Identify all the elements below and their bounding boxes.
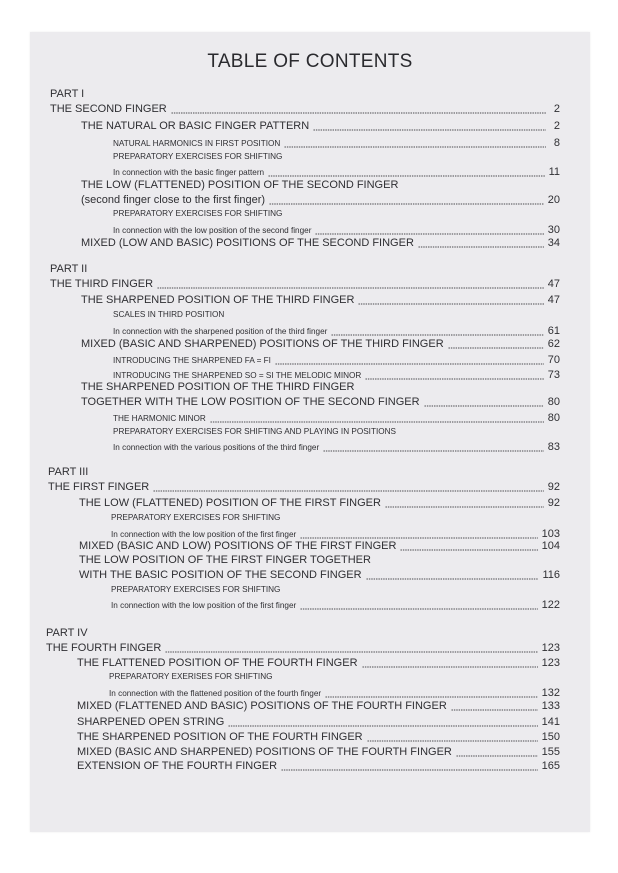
toc-entry (111, 586, 280, 594)
toc-entry-title: INTRODUCING THE SHARPENED SO = SI THE MELODIC MINOR (113, 371, 362, 380)
toc-entry (113, 153, 282, 161)
toc-entry-title: THE NATURAL OR BASIC FINGER PATTERN (81, 120, 310, 132)
dot-leader (448, 347, 544, 349)
dot-leader (281, 769, 538, 771)
toc-entry (50, 89, 84, 100)
toc-page-number: 103 (541, 528, 560, 540)
toc-entry-title: PART IV (46, 627, 88, 639)
dot-leader (268, 175, 544, 177)
dot-leader (451, 709, 538, 711)
dot-leader (300, 537, 537, 539)
toc-entry-title: (second finger close to the first finger) (81, 194, 266, 206)
dot-leader (358, 303, 543, 305)
toc-page-number: 122 (541, 599, 560, 611)
toc-page-number: 34 (547, 237, 560, 249)
dot-leader (365, 378, 543, 380)
toc-entry-title: In connection with the low position of the second finger (113, 226, 312, 235)
toc-entry-title: THE LOW (FLATTENED) POSITION OF THE FIRST FINGER (79, 497, 381, 509)
toc-entry-title: THE FOURTH FINGER (46, 642, 162, 654)
toc-entry-title: THE SHARPENED POSITION OF THE THIRD FINGER (81, 294, 355, 306)
toc-entry-title: THE FIRST FINGER (48, 481, 150, 493)
toc-entry-title: PREPARATORY EXERCISES FOR SHIFTING (113, 152, 283, 161)
toc-entry (113, 442, 560, 453)
toc-page-number: 80 (547, 412, 560, 424)
toc-entry-title: In connection with the basic finger pattern (113, 168, 265, 177)
toc-entry-title: MIXED (FLATTENED AND BASIC) POSITIONS OF THE FOURTH FINGER (77, 700, 447, 712)
toc-entry (113, 326, 560, 337)
toc-entry (46, 643, 560, 654)
toc-page-number: 104 (541, 540, 560, 552)
toc-entry-title: In connection with the low position of the first finger (111, 601, 297, 610)
toc-entry (79, 498, 560, 509)
toc-page-number: 150 (541, 731, 560, 743)
toc-entry (77, 658, 560, 669)
toc-entry (46, 628, 88, 639)
toc-page-number: 92 (547, 497, 560, 509)
toc-entry (50, 279, 560, 290)
toc-entry-title: WITH THE BASIC POSITION OF THE SECOND FINGER (79, 569, 362, 581)
dot-leader (313, 129, 546, 131)
toc-entry-title: In connection with the low position of the first finger (111, 530, 297, 539)
toc-entry (113, 413, 560, 424)
dot-leader (424, 405, 544, 407)
toc-entry (111, 529, 560, 540)
toc-entry-title: THE SECOND FINGER (50, 103, 167, 115)
toc-entry (77, 701, 560, 712)
dot-leader (284, 146, 546, 148)
toc-entry (113, 355, 560, 366)
toc-entry-title: THE HARMONIC MINOR (113, 414, 206, 423)
dot-leader (331, 334, 543, 336)
toc-page-number: 123 (541, 657, 560, 669)
toc-entry-title: In connection with the sharpened position of the third finger (113, 327, 328, 336)
toc-entry (79, 555, 371, 566)
dot-leader (400, 549, 537, 551)
dot-leader (323, 450, 544, 452)
toc-entry (50, 264, 87, 275)
toc-entry-title: MIXED (BASIC AND SHARPENED) POSITIONS OF THE FOURTH FINGER (77, 746, 452, 758)
dot-leader (456, 755, 538, 757)
toc-entry-title: THE FLATTENED POSITION OF THE FOURTH FINGER (77, 657, 358, 669)
toc-entry-title: PREPARATORY EXERCISES FOR SHIFTING (111, 513, 281, 522)
toc-entry-title: MIXED (BASIC AND SHARPENED) POSITIONS OF THE THIRD FINGER (81, 338, 444, 350)
toc-entry (79, 570, 560, 581)
toc-page-number: 73 (547, 369, 560, 381)
toc-page-number: 47 (547, 278, 560, 290)
toc-entry-title: MIXED (LOW AND BASIC) POSITIONS OF THE SECOND FINGER (81, 237, 414, 249)
toc-entry (81, 238, 560, 249)
toc-page-number: 20 (547, 194, 560, 206)
toc-entry (113, 210, 282, 218)
dot-leader (153, 490, 544, 492)
toc-page-number: 61 (547, 325, 560, 337)
toc-entry (109, 688, 560, 699)
dot-leader (315, 233, 543, 235)
toc-entry-title: NATURAL HARMONICS IN FIRST POSITION (113, 139, 281, 148)
toc-page-number: 83 (547, 441, 560, 453)
toc-entry (111, 514, 280, 522)
toc-entry (79, 541, 560, 552)
toc-entry-title: In connection with the various positions of the third finger (113, 443, 320, 452)
toc-entry-title: PREPARATORY EXERCISES FOR SHIFTING (113, 209, 283, 218)
toc-entry (48, 467, 88, 478)
toc-page-number: 132 (541, 687, 560, 699)
toc-page-number: 80 (547, 396, 560, 408)
toc-entry-title: PART III (48, 466, 89, 478)
dot-leader (228, 725, 537, 727)
toc-entry (77, 717, 560, 728)
page-title: TABLE OF CONTENTS (207, 51, 413, 72)
dot-leader (418, 246, 544, 248)
toc-entry (81, 121, 560, 132)
toc-entry-title: THE LOW (FLATTENED) POSITION OF THE SECOND FINGER (81, 179, 399, 191)
toc-entry (81, 339, 560, 350)
toc-entry (48, 482, 560, 493)
toc-page-number: 8 (553, 137, 560, 149)
toc-entry (113, 428, 396, 436)
dot-leader (385, 506, 544, 508)
toc-entry-title: In connection with the flattened position of the fourth finger (109, 689, 322, 698)
toc-entry (113, 167, 560, 178)
toc-entry-title: THE LOW POSITION OF THE FIRST FINGER TOGETHER (79, 554, 371, 566)
dot-leader (362, 666, 538, 668)
toc-entry-title: INTRODUCING THE SHARPENED FA = FI (113, 356, 271, 365)
toc-entry-title: SHARPENED OPEN STRING (77, 716, 225, 728)
toc-page-number: 141 (541, 716, 560, 728)
toc-page-number: 92 (547, 481, 560, 493)
toc-entry (81, 195, 560, 206)
toc-page-number: 123 (541, 642, 560, 654)
toc-entry (81, 382, 354, 393)
toc-entry-title: PREPARATORY EXERISES FOR SHIFTING (109, 672, 273, 681)
dot-leader (325, 696, 538, 698)
dot-leader (275, 363, 544, 365)
dot-leader (165, 651, 537, 653)
toc-page-number: 47 (547, 294, 560, 306)
toc-entry (113, 138, 560, 149)
toc-entry (113, 225, 560, 236)
dot-leader (171, 112, 546, 114)
toc-page-number: 155 (541, 746, 560, 758)
toc-page-number: 70 (547, 354, 560, 366)
toc-entry-title: PREPARATORY EXERCISES FOR SHIFTING (111, 585, 281, 594)
toc-page-number: 11 (548, 166, 560, 178)
toc-page-number: 165 (541, 760, 560, 772)
dot-leader (157, 287, 544, 289)
toc-entry-title: THE SHARPENED POSITION OF THE FOURTH FINGER (77, 731, 363, 743)
dot-leader (210, 421, 544, 423)
toc-entry-title: SCALES IN THIRD POSITION (113, 310, 225, 319)
toc-entry-title: PREPARATORY EXERCISES FOR SHIFTING AND PLAYING IN POSITIONS (113, 427, 396, 436)
toc-entry (111, 600, 560, 611)
toc-entry (50, 104, 560, 115)
toc-page-number: 30 (547, 224, 560, 236)
document-page (30, 32, 590, 832)
toc-list (30, 32, 590, 832)
toc-page-number: 116 (542, 569, 560, 581)
toc-page-number: 62 (547, 338, 560, 350)
toc-entry (81, 180, 398, 191)
toc-entry (77, 761, 560, 772)
toc-entry-title: TOGETHER WITH THE LOW POSITION OF THE SECOND FINGER (81, 396, 420, 408)
toc-entry (81, 397, 560, 408)
toc-page-number: 2 (553, 103, 560, 115)
dot-leader (367, 740, 538, 742)
toc-entry-title: THE SHARPENED POSITION OF THE THIRD FINGER (81, 381, 355, 393)
dot-leader (366, 578, 539, 580)
toc-page-number: 2 (553, 120, 560, 132)
toc-entry-title: EXTENSION OF THE FOURTH FINGER (77, 760, 278, 772)
toc-entry-title: THE THIRD FINGER (50, 278, 154, 290)
toc-entry (81, 295, 560, 306)
toc-entry (113, 311, 224, 319)
toc-entry-title: PART I (50, 88, 85, 100)
toc-entry-title: PART II (50, 263, 88, 275)
dot-leader (300, 608, 537, 610)
toc-page-number: 133 (541, 700, 560, 712)
toc-entry (77, 732, 560, 743)
toc-entry (77, 747, 560, 758)
toc-entry (109, 673, 272, 681)
toc-entry-title: MIXED (BASIC AND LOW) POSITIONS OF THE FIRST FINGER (79, 540, 397, 552)
toc-entry (113, 370, 560, 381)
dot-leader (269, 203, 544, 205)
